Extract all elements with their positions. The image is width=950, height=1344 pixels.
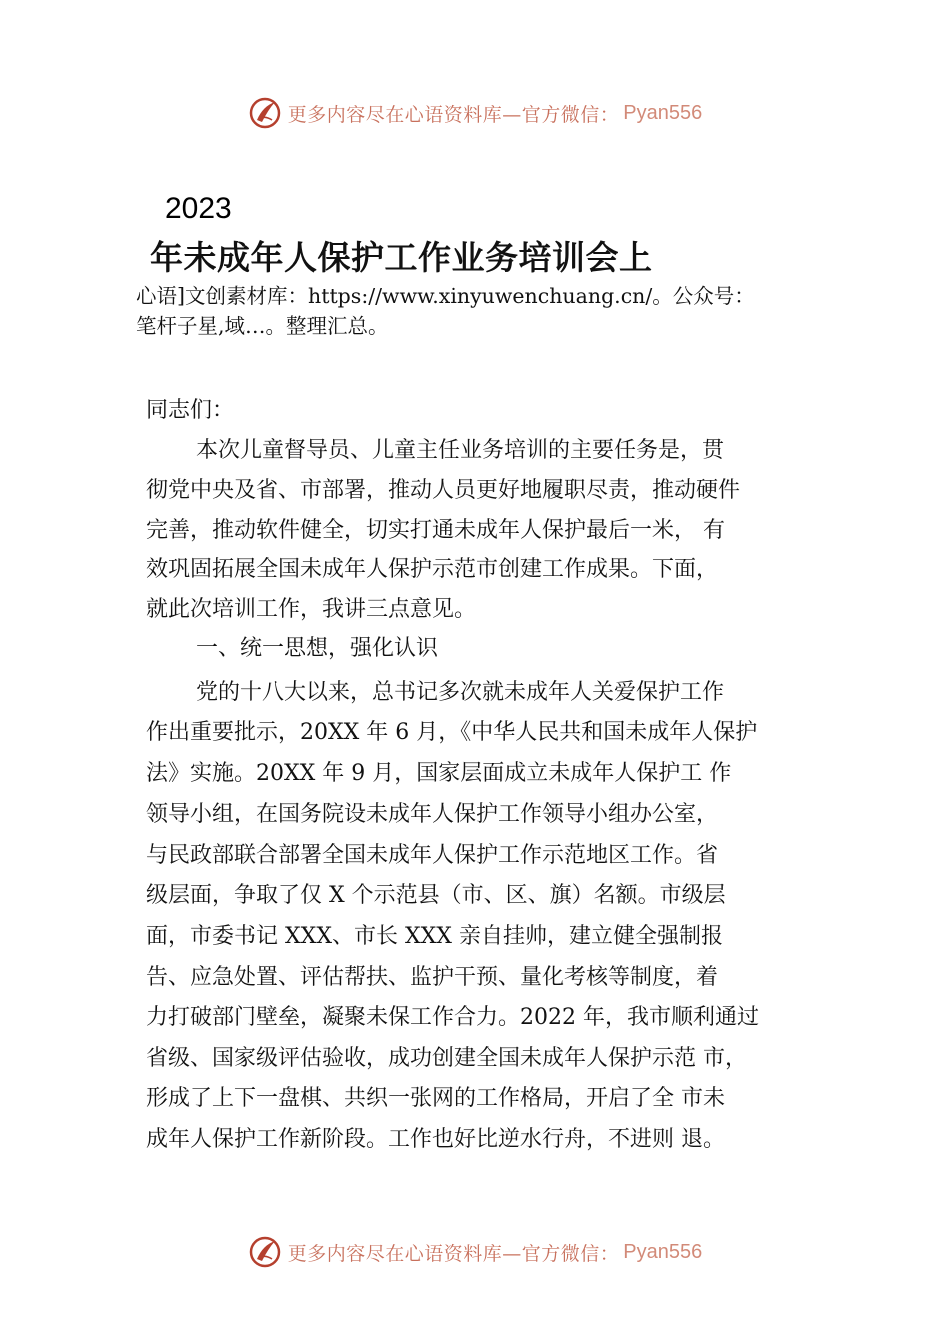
header-banner [0,93,950,133]
paragraph-line: 作出重要批示，20XX 年 6 月，《中华人民共和国未成年人保护 [146,720,758,745]
paragraph-line: 法》实施。20XX 年 9 月，国家层面成立未成年人保护工 作 [146,761,732,786]
source-line-2: 笔杆子星,域…。整理汇总。 [136,314,389,338]
paragraph-line: 效巩固拓展全国未成年人保护示范市创建工作成果。下面， [146,557,719,582]
section-heading: 一、统一思想，强化认识 [196,636,439,661]
paragraph-line: 彻党中央及省、市部署，推动人员更好地履职尽责，推动硬件 [146,478,741,503]
paragraph-line: 面，市委书记 XXX、市长 XXX 亲自挂帅，建立健全强制报 [146,924,723,949]
paragraph-line: 成年人保护工作新阶段。工作也好比逆水行舟，不进则 退。 [146,1127,725,1152]
paragraph-line: 就此次培训工作，我讲三点意见。 [146,597,477,622]
paragraph-line: 领导小组，在国务院设未成年人保护工作领导小组办公室， [146,802,719,827]
paragraph-line: 本次儿童督导员、儿童主任业务培训的主要任务是，贯 [196,438,725,463]
source-line-1: 心语]文创素材库：https://www.xinyuwenchuang.cn/。公众号： [136,284,755,308]
paragraph-line: 级层面，争取了仅 X 个示范县（市、区、旗）名额。市级层 [146,883,726,908]
banner-text: 更多内容尽在心语资料库—官方微信： [287,103,620,126]
banner-wechat-id: Pyan556 [623,101,703,124]
banner-text: 更多内容尽在心语资料库—官方微信： [287,1242,620,1265]
paragraph-line: 完善，推动软件健全，切实打通未成年人保护最后一米， 有 [146,518,725,543]
paragraph-line: 形成了上下一盘棋、共织一张网的工作格局，开启了全 市未 [146,1086,725,1111]
footer-banner [0,1232,950,1272]
title-year: 2023 [165,192,232,225]
brush-logo-icon [248,96,282,130]
banner-wechat-id: Pyan556 [623,1240,703,1263]
salutation: 同志们： [146,398,235,423]
paragraph-line: 与民政部联合部署全国未成年人保护工作示范地区工作。省 [146,843,719,868]
brush-logo-icon [248,1235,282,1269]
paragraph-line: 党的十八大以来，总书记多次就未成年人关爱保护工作 [196,680,725,705]
paragraph-line: 力打破部门壁垒，凝聚未保工作合力。2022 年，我市顺利通过 [146,1005,759,1030]
paragraph-line: 告、应急处置、评估帮扶、监护干预、量化考核等制度，着 [146,965,719,990]
paragraph-line: 省级、国家级评估验收，成功创建全国未成年人保护示范 市， [146,1046,747,1071]
page-title: 年未成年人保护工作业务培训会上 [150,238,653,277]
